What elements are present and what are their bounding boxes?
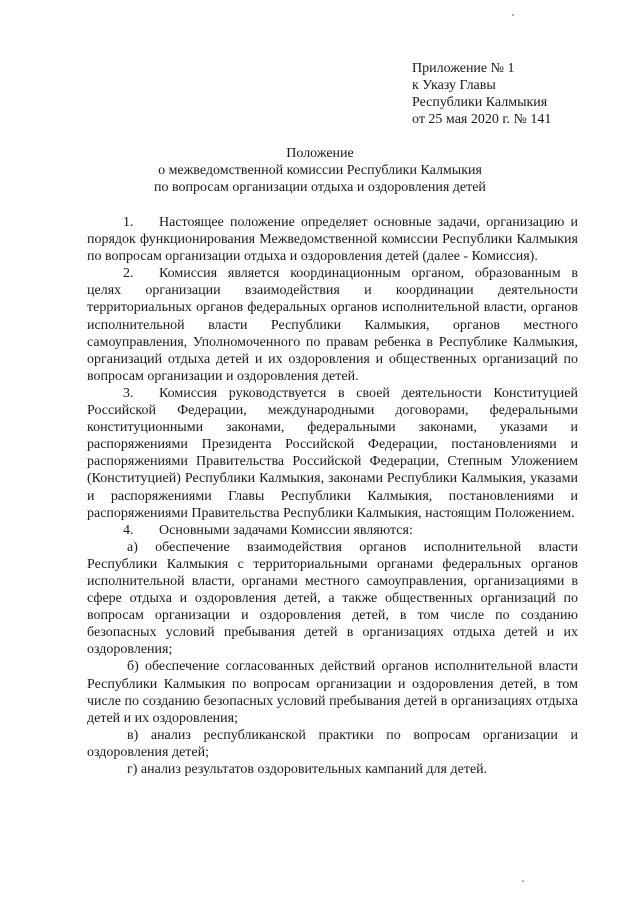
document-body — [87, 214, 578, 778]
title-line: по вопросам организации отдыха и оздоровления детей — [154, 180, 486, 195]
subitem-v: в) анализ республиканской практики по вопросам организации и оздоровления детей; — [87, 727, 578, 760]
paragraph-4 — [87, 522, 578, 539]
paragraph-1 — [87, 214, 578, 265]
paragraph-text: Настоящее положение определяет основные задачи, организацию и порядок функционирования Межведомственной комиссии Республики Калмыкия по вопросам организации отдыха и оздоровления детей (далее - Комиссия). — [87, 215, 578, 265]
title-line: Положение — [286, 146, 354, 161]
paragraph-number: 2. — [123, 266, 134, 282]
paragraph-number: 3. — [123, 385, 134, 401]
scan-speck — [512, 14, 514, 16]
document-title — [0, 145, 640, 196]
scan-speck — [522, 880, 524, 882]
appendix-line: к Указу Главы — [412, 78, 496, 93]
paragraph-number: 4. — [123, 522, 134, 538]
appendix-line: от 25 мая 2020 г. № 141 — [412, 112, 552, 127]
paragraph-text: Основными задачами Комиссии являются: — [159, 522, 413, 538]
subitem-b: б) обеспечение согласованных действий органов исполнительной власти Республики Калмыкия по вопросам организации и оздоровления детей, в том числе по созданию безопасных условий пребывания детей в организациях отдыха детей и их оздоровления; — [87, 659, 578, 726]
subitem-a: а) обеспечение взаимодействия органов исполнительной власти Республики Калмыкия с территориальными органами федеральных органов исполнительной власти, органами местного самоуправления, организациями в сфере отдыха и оздоровления детей, а также общественных организаций по вопросам организации и оздоровления детей, в том числе по созданию безопасных условий пребывания детей в организациях отдыха детей и их оздоровления; — [87, 539, 578, 658]
paragraph-3 — [87, 385, 578, 522]
paragraph-text: Комиссия руководствуется в своей деятельности Конституцией Российской Федерации, международными договорами, федеральными конституционными законами, федеральными законами, указами и распоряжениями Президента Российской Федерации, постановлениями и распоряжениями Правительства Российской Федерации, Степным Уложением (Конституцией) Республики Калмыкия, законами Республики Калмыкия, указами и распоряжениями Главы Республики Калмыкия, постановлениями и распоряжениями Правительства Республики Калмыкия, настоящим Положением. — [87, 385, 578, 521]
paragraph-text: Комиссия является координационным органом, образованным в целях организации взаимодействия и координации деятельности территориальных органов федеральных органов исполнительной власти, органов исполнительной власти Республики Калмыкия, органов местного самоуправления, Уполномоченного по правам ребенка в Республике Калмыкия, организаций отдыха детей и их оздоровления и общественных организаций по вопросам организации и оздоровления детей. — [87, 266, 578, 384]
appendix-line: Республики Калмыкия — [412, 95, 548, 110]
subitem-g: г) анализ результатов оздоровительных кампаний для детей. — [127, 762, 488, 777]
appendix-line: Приложение № 1 — [412, 61, 515, 76]
title-line: о межведомственной комиссии Республики Калмыкия — [158, 163, 482, 178]
appendix-block — [412, 60, 551, 128]
paragraph-number: 1. — [123, 215, 134, 230]
paragraph-2 — [87, 265, 578, 385]
